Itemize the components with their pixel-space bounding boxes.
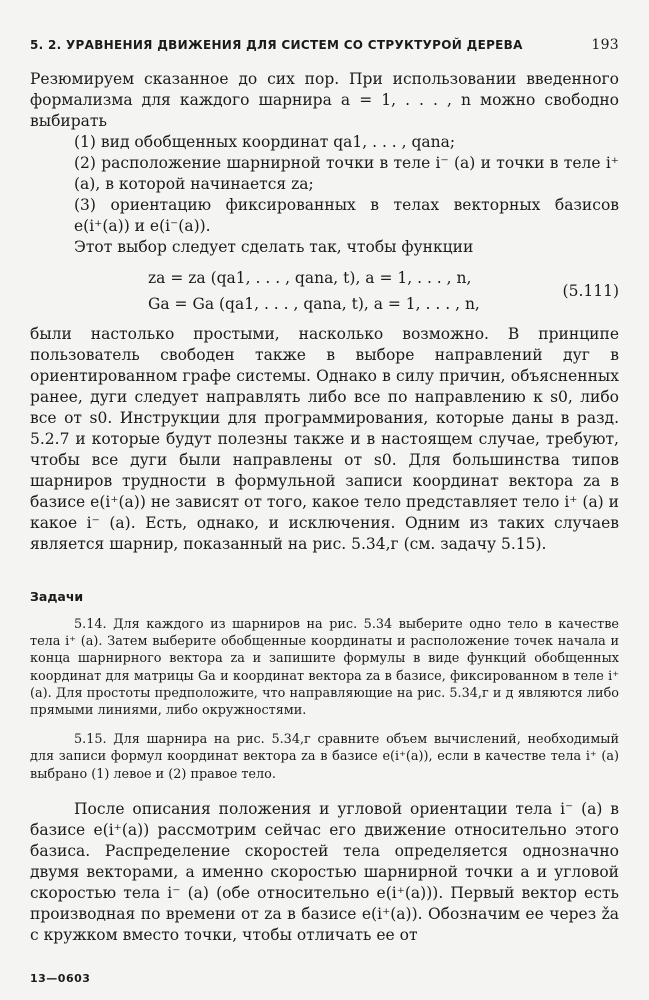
equation-5-111 — [30, 265, 619, 319]
page-body — [30, 69, 619, 946]
main-paragraph — [30, 324, 619, 555]
intro-text — [30, 69, 619, 258]
page-number: 193 — [591, 37, 619, 53]
problem-5-14: 5.14. Для каждого из шарниров на рис. 5.34 выберите одно тело в качестве тела i⁺ (a). Затем выберите обобщенные координаты и расположение точек начала и конца шарнирного вектора za и запишите формулы в виде функций обобщенных координат для матрицы Ga и координат вектора za в базисе, фиксированном в теле i⁺ (a). Для простоты предположите, что направляющие на рис. 5.34,г и д являются либо прямыми линиями, либо окружностями. — [30, 617, 619, 719]
list-item-1: (1) вид обобщенных координат qa1, . . . , qana; — [74, 133, 456, 151]
velocity-section — [30, 799, 619, 946]
problems-list — [30, 616, 619, 783]
running-title: 5. 2. УРАВНЕНИЯ ДВИЖЕНИЯ ДЛЯ СИСТЕМ СО СТРУКТУРОЙ ДЕРЕВА — [30, 38, 523, 52]
velocity-paragraph: После описания положения и угловой ориентации тела i⁻ (a) в базисе e(i⁺(a)) рассмотрим сейчас его движение относительно этого базиса. Распределение скоростей тела определяется однозначно двумя векторами, а именно скоростью шарнирной точки a и угловой скоростью тела i⁻ (a) (обе относительно e(i⁺(a))). Первый вектор есть производная по времени от za в базисе e(i⁺(a)). Обозначим ее через ža с кружком вместо точки, чтобы отличать ее от — [30, 799, 619, 944]
intro-paragraph: Резюмируем сказанное до сих пор. При использовании введенного формализма для каждого шарнира a = 1, . . . , n можно свободно выбирать — [30, 70, 619, 130]
choice-paragraph: Этот выбор следует сделать так, чтобы функции — [74, 238, 474, 256]
list-item-2: (2) расположение шарнирной точки в теле i⁻ (a) и точки в теле i⁺ (a), в которой начинается za; — [74, 154, 619, 193]
equation-number: (5.111) — [562, 282, 619, 300]
list-item-3: (3) ориентацию фиксированных в телах векторных базисов e(i⁺(a)) и e(i⁻(a)). — [74, 196, 619, 235]
equation-line-2: Ga = Ga (qa1, . . . , qana, t), a = 1, . . . , n, — [148, 295, 480, 313]
running-head — [30, 37, 619, 53]
equation-line-1: za = za (qa1, . . . , qana, t), a = 1, . . . , n, — [148, 269, 472, 287]
problem-5-15: 5.15. Для шарнира на рис. 5.34,г сравните объем вычислений, необходимый для записи формул координат вектора za в базисе e(i⁺(a)), если в качестве тела i⁺ (a) выбрано (1) левое и (2) правое тело. — [30, 732, 619, 782]
explanation-paragraph: были настолько простыми, насколько возможно. В принципе пользователь свободен также в выборе направлений дуг в ориентированном графе системы. Однако в силу причин, объясненных ранее, дуги следует направлять либо все по направлению к s0, либо все от s0. Инструкции для программирования, которые даны в разд. 5.2.7 и которые будут полезны также и в настоящем случае, требуют, чтобы все дуги были направлены от s0. Для большинства типов шарниров трудности в формульной записи координат вектора za в базисе e(i⁺(a)) не зависят от того, какое тело представляет тело i⁺ (a) и какое i⁻ (a). Есть, однако, и исключения. Одним из таких случаев является шарнир, показанный на рис. 5.34,г (см. задачу 5.15). — [30, 325, 619, 553]
problems-heading: Задачи — [30, 589, 84, 604]
print-signature: 13—0603 — [30, 972, 91, 985]
